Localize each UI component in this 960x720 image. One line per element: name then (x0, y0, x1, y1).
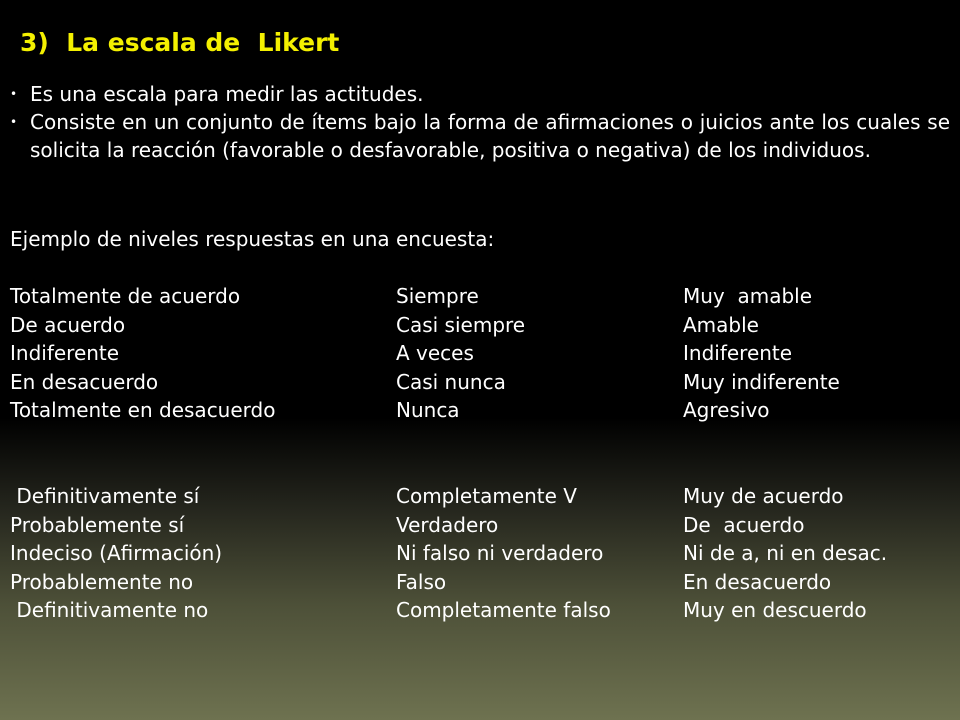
table-cell: Muy indiferente (683, 369, 840, 394)
table-row (10, 539, 943, 568)
table-cell: Indiferente (10, 341, 120, 365)
table-row (10, 482, 943, 511)
table-row (10, 568, 943, 597)
bullet-text: Es una escala para medir las actitudes. (30, 82, 424, 106)
table-cell: Muy en descuerdo (683, 598, 867, 622)
table-cell: Probablemente no (10, 569, 194, 594)
bullet-dot-icon: • (10, 87, 18, 101)
table-cell: Ni falso ni verdadero (396, 541, 604, 565)
table-cell: Nunca (396, 398, 460, 422)
table-cell: Totalmente de acuerdo (10, 284, 241, 308)
table-cell: Muy amable (683, 284, 813, 308)
table-row (10, 339, 943, 368)
table-cell: Definitivamente sí (10, 484, 200, 508)
table-cell: De acuerdo (10, 312, 126, 337)
table-cell: Indiferente (683, 341, 793, 365)
bullet-item (10, 108, 950, 164)
example-intro: Ejemplo de niveles respuestas en una encuesta: (10, 227, 495, 251)
table-row (10, 311, 943, 340)
bullet-dot-icon: • (10, 115, 18, 129)
table-cell: Verdadero (396, 512, 499, 537)
table-cell: A veces (396, 341, 474, 365)
table-cell: Totalmente en desacuerdo (10, 398, 276, 422)
table-cell: Indeciso (Afirmación) (10, 541, 223, 565)
table-cell: En desacuerdo (683, 569, 832, 594)
table-cell: Amable (683, 312, 759, 337)
table-cell: Siempre (396, 284, 479, 308)
table-cell: De acuerdo (683, 512, 805, 537)
table-row (10, 396, 943, 425)
table-row (10, 511, 943, 540)
bullet-list (10, 80, 950, 164)
bullet-item (10, 80, 950, 108)
table-row (10, 282, 943, 311)
table-cell: Casi siempre (396, 312, 526, 337)
table-cell: Probablemente sí (10, 512, 185, 537)
table-cell: Completamente V (396, 484, 577, 508)
table-row (10, 596, 943, 625)
table-cell: Casi nunca (396, 369, 506, 394)
bullet-text: Consiste en un conjunto de ítems bajo la forma de afirmaciones o juicios ante los cuales se solicita la reacción (favorable o desfavorable, positiva o negativa) de los individuos. (30, 110, 950, 162)
response-scale-table-a (10, 282, 943, 425)
table-cell: Definitivamente no (10, 598, 209, 622)
table-cell: Falso (396, 569, 447, 594)
table-cell: Ni de a, ni en desac. (683, 541, 888, 565)
table-cell: Completamente falso (396, 598, 611, 622)
table-row (10, 368, 943, 397)
table-cell: Muy de acuerdo (683, 484, 844, 508)
table-cell: Agresivo (683, 398, 770, 422)
response-scale-table-b (10, 482, 943, 625)
table-cell: En desacuerdo (10, 369, 159, 394)
slide-title: 3) La escala de Likert (20, 28, 340, 57)
